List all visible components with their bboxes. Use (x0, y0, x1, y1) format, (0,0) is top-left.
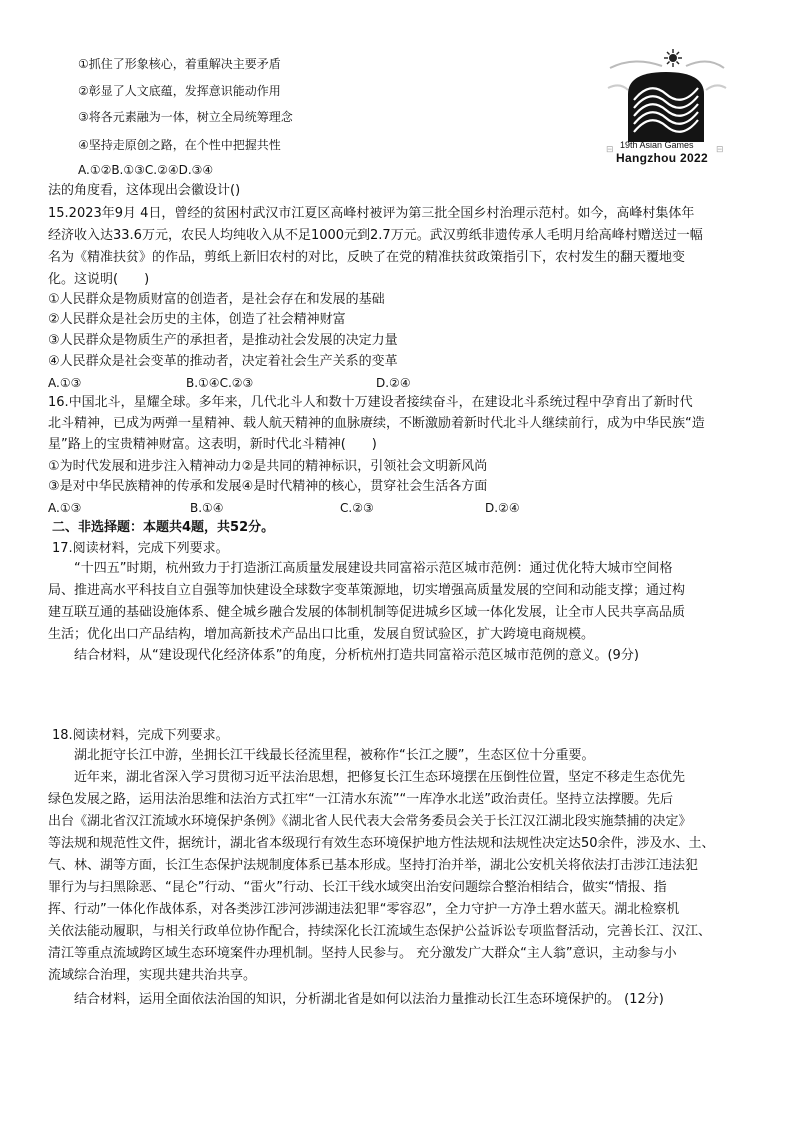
q18-intro: 18.阅读材料，完成下列要求。 (52, 728, 229, 743)
q18-line-4: 出台《湖北省汉江流域水环境保护条例》《湖北省人民代表大会常务委员会关于长江汉江湖北段实施禁捕的决定》 (48, 814, 692, 829)
q18-line-11: 流域综合治理，实现共建共治共享。 (48, 968, 257, 983)
q18-line-1: 湖北扼守长江中游，坐拥长江干线最长径流里程，被称作“长江之腰”，生态区位十分重要。 (74, 748, 595, 763)
q16-answer-a: A.①③ (48, 501, 82, 515)
q18-line-9: 关依法能动履职，与相关行政单位协作配合，持续深化长江流域生态保护公益诉讼专项监督活动，完善长江、汉江、 (48, 924, 712, 939)
q15-answer-d: D.②④ (376, 376, 411, 390)
q16-answers (48, 498, 744, 518)
q18-line-3: 绿色发展之路，运用法治思维和法治方式扛牢“一江清水东流”“一库净水北送”政治责任。坚持立法撑腰。先后 (48, 792, 673, 807)
q15-line-2: 经济收入达33.6万元，农民人均纯收入从不足1000元到2.7万元。武汉剪纸非遗传承人毛明月给高峰村赠送过一幅 (48, 228, 703, 243)
q17-line-3: 建互联互通的基础设施体系、健全城乡融合发展的体制机制等促进城乡区域一体化发展，让全市人民共享高品质 (48, 605, 686, 620)
q16-answer-b: B.①④ (190, 501, 224, 515)
q15-option-2: ②人民群众是社会历史的主体，创造了社会精神财富 (48, 312, 346, 327)
logo-caption-line1: 19th Asian Games (620, 140, 694, 150)
q16-option-2: ③是对中华民族精神的传承和发展④是时代精神的核心，贯穿社会生活各方面 (48, 479, 488, 494)
q15-option-3: ③人民群众是物质生产的承担者，是推动社会发展的决定力量 (48, 333, 398, 348)
q14-answers: A.①②B.①③C.②④D.③④ (78, 163, 214, 177)
asian-games-logo (604, 48, 728, 166)
q14-option-1: ①抓住了形象核心，着重解决主要矛盾 (78, 57, 281, 71)
q16-line-2: 北斗精神，已成为两弹一星精神、载人航天精神的血脉赓续，不断激励着新时代北斗人继续前行，成为中华民族“造 (48, 416, 705, 431)
svg-text:⊟: ⊟ (606, 145, 614, 155)
q14-option-2: ②彰显了人文底蕴，发挥意识能动作用 (78, 84, 281, 98)
q18-question: 结合材料，运用全面依法治国的知识，分析湖北省是如何以法治力量推动长江生态环境保护的。 (12分) (74, 992, 664, 1007)
q15-answer-bc: B.①④C.②③ (186, 376, 254, 390)
q15-line-4: 化。这说明( ) (48, 272, 150, 287)
q15-line-3: 名为《精准扶贫》的作品，剪纸上新旧农村的对比，反映了在党的精准扶贫政策指引下，农村发生的翻天覆地变 (48, 250, 686, 265)
q16-answer-d: D.②④ (485, 501, 520, 515)
q16-answer-c: C.②③ (340, 501, 374, 515)
q18-line-8: 挥、行动”一体化作战体系，对各类涉江涉河涉湖违法犯罪“零容忍”，全力守护一方净土碧水蓝天。湖北检察机 (48, 902, 680, 917)
q17-intro: 17.阅读材料，完成下列要求。 (52, 541, 229, 556)
logo-caption-line2: Hangzhou 2022 (616, 151, 708, 165)
q16-line-1: 16.中国北斗，星耀全球。多年来，几代北斗人和数十万建设者接续奋斗，在建设北斗系统过程中孕育出了新时代 (48, 395, 693, 410)
q16-line-3: 星”路上的宝贵精神财富。这表明，新时代北斗精神( ) (48, 437, 377, 452)
q17-line-2: 局、推进高水平科技自立自强等加快建设全球数字变革策源地，切实增强高质量发展的空间和动能支撑；通过构 (48, 583, 686, 598)
svg-text:⊟: ⊟ (716, 145, 724, 155)
q15-answers (48, 373, 744, 393)
q15-option-1: ①人民群众是物质财富的创造者，是社会存在和发展的基础 (48, 292, 385, 307)
q16-option-1: ①为时代发展和进步注入精神动力②是共同的精神标识，引领社会文明新风尚 (48, 459, 488, 474)
q18-line-5: 等法规和规范性文件，据统计，湖北省本级现行有效生态环境保护地方性法规和法规性决定达50余件，涉及水、土、 (48, 836, 715, 851)
q14-stem-tail: 法的角度看，这体现出会徽设计() (48, 183, 241, 198)
q15-option-4: ④人民群众是社会变革的推动者，决定着社会生产关系的变革 (48, 354, 398, 369)
q15-line-1: 15.2023年9月 4日，曾经的贫困村武汉市江夏区高峰村被评为第三批全国乡村治理示范村。如今，高峰村集体年 (48, 206, 695, 221)
q14-option-3: ③将各元素融为一体，树立全局统筹理念 (78, 110, 293, 124)
section-heading: 二、非选择题：本题共4题，共52分。 (52, 520, 275, 535)
q18-line-6: 气、林、湖等方面，长江生态保护法规制度体系已基本形成。坚持打治并举，湖北公安机关将依法打击涉江违法犯 (48, 858, 699, 873)
q17-line-4: 生活；优化出口产品结构，增加高新技术产品出口比重，发展自贸试验区，扩大跨境电商规模。 (48, 627, 595, 642)
q14-option-4: ④坚持走原创之路，在个性中把握共性 (78, 138, 281, 152)
q17-line-1: “十四五”时期，杭州致力于打造浙江高质量发展建设共同富裕示范区城市范例：通过优化特大城市空间格 (74, 561, 673, 576)
q17-question: 结合材料，从“建设现代化经济体系”的角度，分析杭州打造共同富裕示范区城市范例的意义。(9分) (74, 648, 639, 663)
q18-line-7: 罪行为与扫黑除恶、“昆仑”行动、“雷火”行动、长江干线水域突出治安问题综合整治相结合，做实“情报、指 (48, 880, 667, 895)
q18-line-10: 清江等重点流域跨区域生态环境案件办理机制。坚持人民参与。 充分激发广大群众“主人翁”意识，主动参与小 (48, 946, 677, 961)
q18-line-2: 近年来，湖北省深入学习贯彻习近平法治思想，把修复长江生态环境摆在压倒性位置，坚定不移走生态优先 (74, 770, 686, 785)
q15-answer-a: A.①③ (48, 376, 82, 390)
